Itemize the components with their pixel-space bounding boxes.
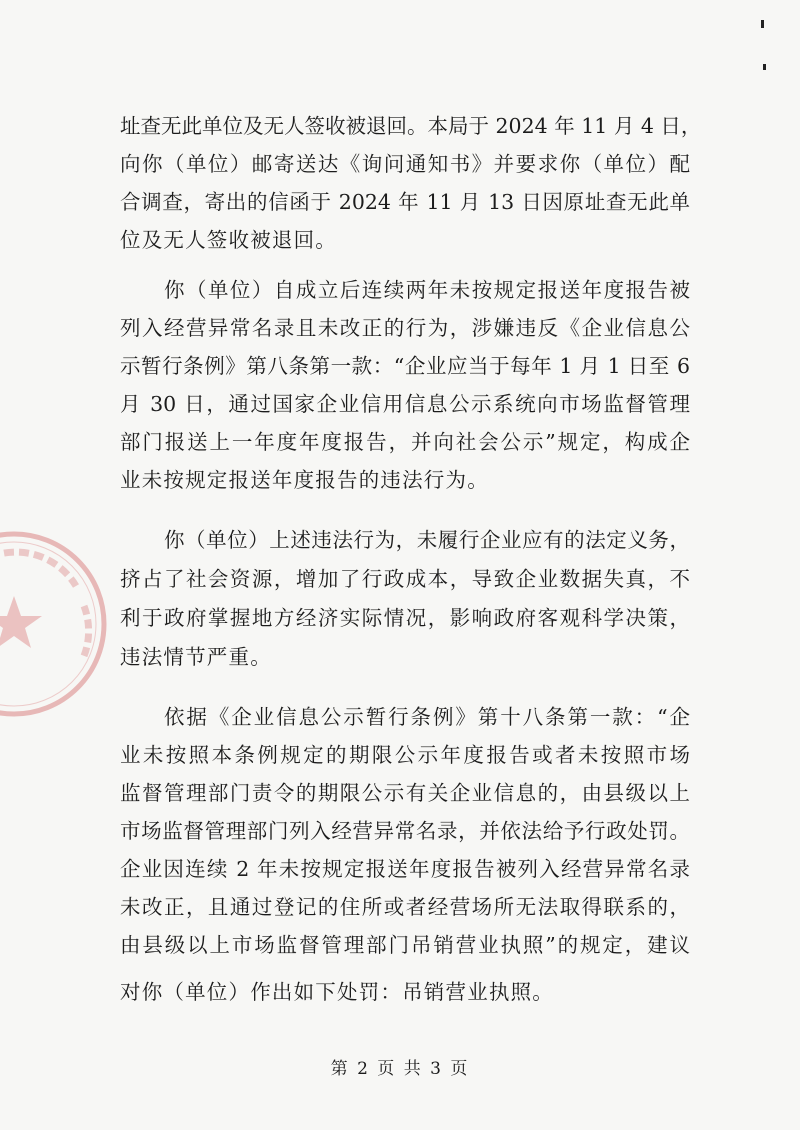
body-line-14: 违法情节严重。: [120, 645, 272, 669]
body-line-4: 位及无人签收被退回。: [120, 228, 337, 252]
body-line-19: 企业因连续 2 年未按规定报送年度报告被列入经营异常名录: [120, 857, 690, 881]
scan-mark: [763, 64, 766, 70]
body-line-8: 月 30 日，通过国家企业信用信息公示系统向市场监督管理: [120, 392, 690, 416]
body-line-20: 未改正，且通过登记的住所或者经营场所无法取得联系的，: [120, 895, 690, 919]
body-line-15: 依据《企业信息公示暂行条例》第十八条第一款：“企: [164, 705, 690, 729]
scan-mark: [761, 20, 764, 28]
body-line-9: 部门报送上一年度年度报告，并向社会公示”规定，构成企: [120, 430, 690, 454]
body-line-22: 对你（单位）作出如下处罚：吊销营业执照。: [120, 980, 554, 1004]
body-line-21: 由县级以上市场监督管理部门吊销营业执照”的规定，建议: [120, 933, 690, 957]
body-line-1: 址查无此单位及无人签收被退回。本局于 2024 年 11 月 4 日，: [120, 114, 702, 138]
page-number-footer: 第 2 页 共 3 页: [330, 1059, 470, 1079]
official-seal-stamp: [0, 526, 112, 722]
body-line-7: 示暂行条例》第八条第一款：“企业应当于每年 1 月 1 日至 6: [120, 354, 690, 378]
body-line-10: 业未按规定报送年度报告的违法行为。: [120, 468, 489, 492]
body-line-17: 监督管理部门责令的期限公示有关企业信息的，由县级以上: [120, 781, 690, 805]
body-line-3: 合调查，寄出的信函于 2024 年 11 月 13 日因原址查无此单: [120, 190, 690, 214]
body-line-16: 业未按照本条例规定的期限公示年度报告或者未按照市场: [120, 743, 690, 767]
body-line-11: 你（单位）上述违法行为，未履行企业应有的法定义务，: [164, 528, 690, 552]
body-line-12: 挤占了社会资源，增加了行政成本，导致企业数据失真，不: [120, 567, 690, 591]
body-line-2: 向你（单位）邮寄送达《询问通知书》并要求你（单位）配: [120, 152, 690, 176]
body-line-18: 市场监督管理部门列入经营异常名录，并依法给予行政处罚。: [120, 819, 690, 843]
body-line-6: 列入经营异常名录且未改正的行为，涉嫌违反《企业信息公: [120, 316, 690, 340]
body-line-13: 利于政府掌握地方经济实际情况，影响政府客观科学决策，: [120, 606, 690, 630]
body-line-5: 你（单位）自成立后连续两年未按规定报送年度报告被: [164, 278, 690, 302]
